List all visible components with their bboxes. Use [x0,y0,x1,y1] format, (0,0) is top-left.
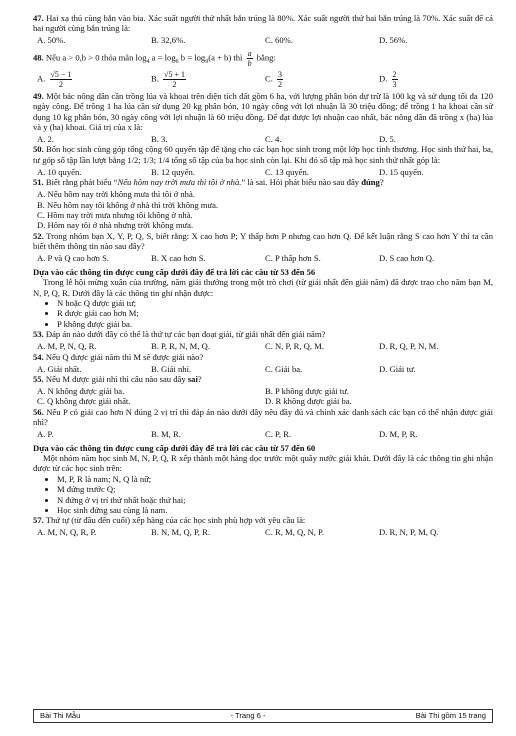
question-text: ? [197,373,202,384]
option-a[interactable]: A. M, N, Q, R, P. [37,527,97,538]
exam-page [33,13,493,538]
question-text: Bốn học sinh cùng góp tổng cộng 60 quyển tập để tặng cho các bạn học sinh trong một lớp học tình thương. Học sinh thứ hai, ba, tư góp số tập lần lượt bằng 1/2; 1/3; 1/4 tổng số tập của ba học sinh còn lại. Khi đó số tập mà học sinh thứ nhất góp là: [33,144,493,165]
question-text: a = log [149,52,176,63]
option-c[interactable]: C. 60%. [265,35,293,46]
question-54 [33,352,493,362]
option-d[interactable]: D. 56%. [379,35,408,46]
fraction [392,70,398,89]
option-b[interactable]: B. X cao hơn S. [151,253,206,264]
log-base: 6 [175,59,179,65]
option-a[interactable]: A. P. [37,429,54,440]
fraction-numerator: √5 + 1 [164,69,185,79]
question-text: (a + b) thì [208,52,243,63]
options-47 [37,35,493,45]
question-number: 55. [33,373,44,384]
options-55 [37,386,493,407]
options-56 [37,429,493,439]
options-50 [37,167,493,177]
option-b[interactable]: B. P không được giải tư. [265,385,349,396]
info-item: • P không được giải ba. [57,319,493,329]
section-intro: Một nhóm năm học sinh M, N, P, Q, R xếp thành một hàng dọc trước một quầy nước giải khát. Dưới đây là các thông tin ghi nhận được từ các học sinh trên: [33,452,493,474]
question-text: Hai xạ thủ cùng bắn vào bia. Xác suất người thứ nhất bắn trúng là 80%. Xác suất người thứ hai bắn trúng là 70%. Xác suất để cả hai người cùng bắn trúng là: [33,13,494,34]
options-52 [37,253,493,263]
question-text: Nếu P có giải cao hơn N đúng 2 vị trí thì đáp án nào dưới đây nêu đầy đủ và chính xác danh sách các bạn có thể nhận được giải nhì? [33,406,493,428]
question-text: Nếu Q được giải năm thì M sẽ được giải nào? [45,351,204,362]
fraction-numerator: 3 [278,69,283,79]
question-text: Biết rằng phát biểu “ [45,177,118,188]
option-c[interactable]: C. P thấp hơn S. [265,253,321,264]
option-a[interactable]: A. 50%. [37,35,66,46]
option-b[interactable]: B. Giải nhì. [151,363,192,374]
option-a[interactable]: A. M, P, N, Q, R. [37,341,97,352]
option-d[interactable]: D. R, N, P, M, Q. [379,527,439,538]
options-57 [37,527,493,537]
option-d[interactable]: D. S cao hơn Q. [379,253,435,264]
fraction-denominator: b [247,58,252,68]
question-number: 47. [33,13,44,23]
fraction-numerator: √5 − 1 [50,69,72,79]
question-47 [33,13,493,34]
fraction [247,49,253,68]
option-a[interactable] [37,70,151,89]
option-c[interactable]: C. Q không được giải nhất. [37,396,131,407]
question-text: ? [379,177,384,188]
question-48 [33,49,493,68]
section-intro: Trong lễ hội mừng xuân của trường, năm giải thưởng trong một trò chơi (từ giải nhất đến giải năm) đã được trao cho năm bạn M, N, P, Q, R. Dưới đây là các thông tin ghi nhận được: [33,277,493,298]
options-49 [37,134,493,144]
section-heading: Dựa vào các thông tin được cung cấp dưới đây để trả lời các câu từ 53 đến 56 [33,266,316,277]
info-list [57,474,493,516]
option-label: A. [37,73,46,84]
fraction [277,70,283,89]
option-c[interactable]: C. Hôm nay trời mưa nhưng tôi không ở nhà. [37,210,193,221]
question-text: Nếu a > 0,b > 0 thỏa mãn log [45,52,147,63]
fraction [163,70,186,89]
info-item: • N hoặc Q được giải tư; [57,298,493,308]
fraction [50,70,73,89]
option-label: D. [379,73,388,84]
question-text: b = log [178,52,206,63]
question-text: Nếu M được giải nhì thì câu nào sau đây [45,373,188,384]
question-49 [33,91,493,133]
option-c[interactable]: C. 13 quyển. [265,166,309,177]
question-52 [33,231,493,252]
question-number: 51. [33,177,44,188]
question-51 [33,177,493,187]
option-d[interactable]: D. R không được giải ba. [265,396,352,407]
option-label: C. [265,73,273,84]
option-d[interactable]: D. R, Q, P, N, M. [379,341,439,352]
question-text: ” là sai. Hỏi phát biểu nào sau đây [241,177,362,188]
info-item: • M, P, R là nam; N, Q là nữ; [57,474,493,484]
footer-right: Bài Thi gồm 15 trang [415,710,486,720]
question-56 [33,407,493,428]
question-text: bằng: [256,52,276,63]
option-d[interactable]: D. 5. [379,134,396,145]
question-number: 57. [33,515,44,526]
question-number: 56. [33,406,44,417]
option-d[interactable]: D. Giải tư. [379,363,416,374]
option-b[interactable]: B. N, M, Q, P, R. [151,527,210,538]
option-a[interactable]: A. 2. [37,134,54,145]
log-base: 9 [205,59,209,65]
question-number: 54. [33,351,44,362]
options-48 [37,70,493,89]
info-item: • Học sinh đứng sau cùng là nam. [57,505,493,515]
fraction-numerator: 2 [392,69,397,79]
option-b[interactable]: B. M, R. [151,429,181,440]
option-c[interactable]: C. Giải ba. [265,363,303,374]
options-54 [37,364,493,374]
option-a[interactable]: A. N không được giải ba. [37,385,125,396]
options-53 [37,341,493,351]
option-b[interactable] [151,70,265,89]
option-a[interactable]: A. P và Q cao hơn S. [37,253,110,264]
question-number: 48. [33,52,44,63]
option-d[interactable]: D. M, P, R. [379,429,418,440]
section-heading: Dựa vào các thông tin được cung cấp dưới đây để trả lời các câu từ 57 đến 60 [33,442,316,453]
info-list [57,298,493,329]
question-text: Đáp án nào dưới đây có thể là thứ tự các bạn đoạt giải, từ giải nhất đến giải năm? [45,329,326,340]
fraction-numerator: a [247,48,252,58]
quoted-statement: Nếu hôm nay trời mưa thì tôi ở nhà. [117,177,242,188]
log-base: 4 [146,59,150,65]
fraction-denominator: 2 [278,79,283,89]
info-item: • M đứng trước Q; [57,484,493,494]
question-number: 53. [33,329,44,340]
fraction-denominator: 2 [172,79,177,89]
page-number: - Trang 6 - [230,710,266,720]
option-c[interactable]: C. 4. [265,134,282,145]
option-label: B. [151,73,159,84]
question-text: Thứ tự (từ đầu đến cuối) xếp hàng của các học sinh phù hợp với yêu cầu là: [45,515,306,526]
option-c[interactable] [265,70,379,89]
footer-left: Bài Thi Mẫu [40,710,81,720]
question-55 [33,374,493,384]
question-text: Trong nhóm bạn X, Y, P, Q, S, biết rằng: X cao hơn P; Y thấp hơn P nhưng cao hơn Q. Để kết luận rằng S cao hơn Y thì ta cần biết thêm thông tin nào sau đây? [33,230,493,252]
question-57 [33,515,493,525]
option-b[interactable]: B. 12 quyển. [151,166,195,177]
question-number: 52. [33,230,44,241]
option-a[interactable]: A. 10 quyển. [37,166,82,177]
option-b[interactable]: B. 3. [151,134,168,145]
option-b[interactable]: B. Nếu hôm nay tôi không ở nhà thì trời không mưa. [37,199,219,210]
option-d[interactable]: D. 15 quyển. [379,166,424,177]
fraction-denominator: 3 [392,79,397,89]
question-number: 49. [33,90,44,101]
option-d[interactable]: D. Hôm nay tôi ở nhà nhưng trời không mưa. [37,220,194,231]
page-footer [33,709,493,723]
option-c[interactable]: C. N, P, R, Q, M. [265,341,324,352]
question-50 [33,144,493,165]
fraction-denominator: 2 [58,79,63,89]
option-c[interactable]: C. R, M, Q, N, P. [265,527,324,538]
info-item: • N đứng ở vị trí thứ nhất hoặc thứ hai; [57,495,493,505]
option-a[interactable]: A. Giải nhất. [37,363,82,374]
question-number: 50. [33,144,44,155]
info-item: • R được giải cao hơn M; [57,308,493,318]
question-53 [33,329,493,339]
emphasis: sai [187,373,198,384]
option-b[interactable]: B. 32,6%. [151,35,186,46]
emphasis: đúng [361,177,380,188]
options-51 [33,189,493,231]
option-a[interactable]: A. Nếu hôm nay trời không mưa thì tôi ở nhà. [37,189,195,200]
option-d[interactable] [379,70,493,89]
option-b[interactable]: B. P, R, N, M, Q. [151,341,210,352]
question-text: Một bác nông dân cần trồng lúa và khoai trên diện tích đất gồm 6 ha, với lượng phân bón dự trữ là 100 kg và sử dụng tối đa 120 ngày công. Để trồng 1 ha lúa cần sử dụng 20 kg phân bón, 10 ngày công với lợi nhuận là 30 triệu đồng; để trồng 1 ha khoai cần sử dụng 10 kg phân bón, 30 ngày công với lợi nhuận là 60 triệu đồng. Để đạt được lợi nhuận cao nhất, bác nông dân đã trồng x (ha) lúa và y (ha) khoai. Giá trị của x là: [33,90,493,133]
option-c[interactable]: C. P, R. [265,429,292,440]
